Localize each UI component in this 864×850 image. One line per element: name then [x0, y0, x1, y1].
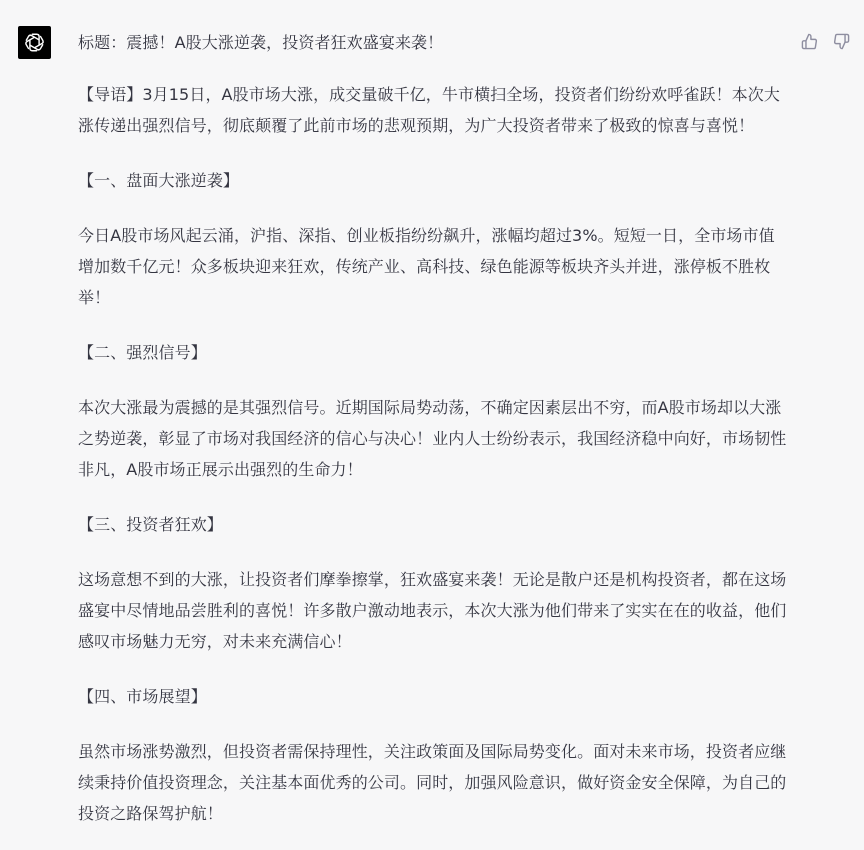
- section-body: 本次大涨最为震撼的是其强烈信号。近期国际局势动荡，不确定因素层出不穷，而A股市场却以大涨之势逆袭，彰显了市场对我国经济的信心与决心！业内人士纷纷表示，我国经济稳中向好，市场韧性非凡，A股市场正展示出强烈的生命力！: [78, 398, 787, 479]
- thumbs-down-icon: [833, 33, 850, 50]
- section-heading: 【二、强烈信号】: [78, 343, 207, 362]
- section-heading: 【一、盘面大涨逆袭】: [78, 171, 240, 190]
- section-heading: 【四、市场展望】: [78, 687, 207, 706]
- thumbs-down-button[interactable]: [831, 31, 851, 51]
- section-body: 虽然市场涨势激烈，但投资者需保持理性，关注政策面及国际局势变化。面对未来市场，投资者应继续秉持价值投资理念，关注基本面优秀的公司。同时，加强风险意识，做好资金安全保障，为自己的投资之路保驾护航！: [78, 742, 787, 823]
- message-intro: 【导语】3月15日，A股市场大涨，成交量破千亿，牛市横扫全场，投资者们纷纷欢呼雀跃！本次大涨传递出强烈信号，彻底颠覆了此前市场的悲观预期，为广大投资者带来了极致的惊喜与喜悦！: [78, 85, 780, 135]
- section-body: 这场意想不到的大涨，让投资者们摩拳擦掌，狂欢盛宴来袭！无论是散户还是机构投资者，都在这场盛宴中尽情地品尝胜利的喜悦！许多散户激动地表示，本次大涨为他们带来了实实在在的收益，他们感叹市场魅力无穷，对未来充满信心！: [78, 570, 787, 651]
- openai-logo-icon: [23, 31, 46, 54]
- assistant-message: [78, 27, 790, 829]
- assistant-avatar: [18, 26, 51, 59]
- section-body: 今日A股市场风起云涌，沪指、深指、创业板指纷纷飙升，涨幅均超过3%。短短一日，全市场市值增加数千亿元！众多板块迎来狂欢，传统产业、高科技、绿色能源等板块齐头并进，涨停板不胜枚举！: [78, 226, 775, 307]
- message-title: 标题：震撼！A股大涨逆袭，投资者狂欢盛宴来袭！: [78, 33, 444, 52]
- section-heading: 【三、投资者狂欢】: [78, 515, 223, 534]
- thumbs-up-icon: [801, 33, 818, 50]
- feedback-controls: [799, 31, 851, 51]
- thumbs-up-button[interactable]: [799, 31, 819, 51]
